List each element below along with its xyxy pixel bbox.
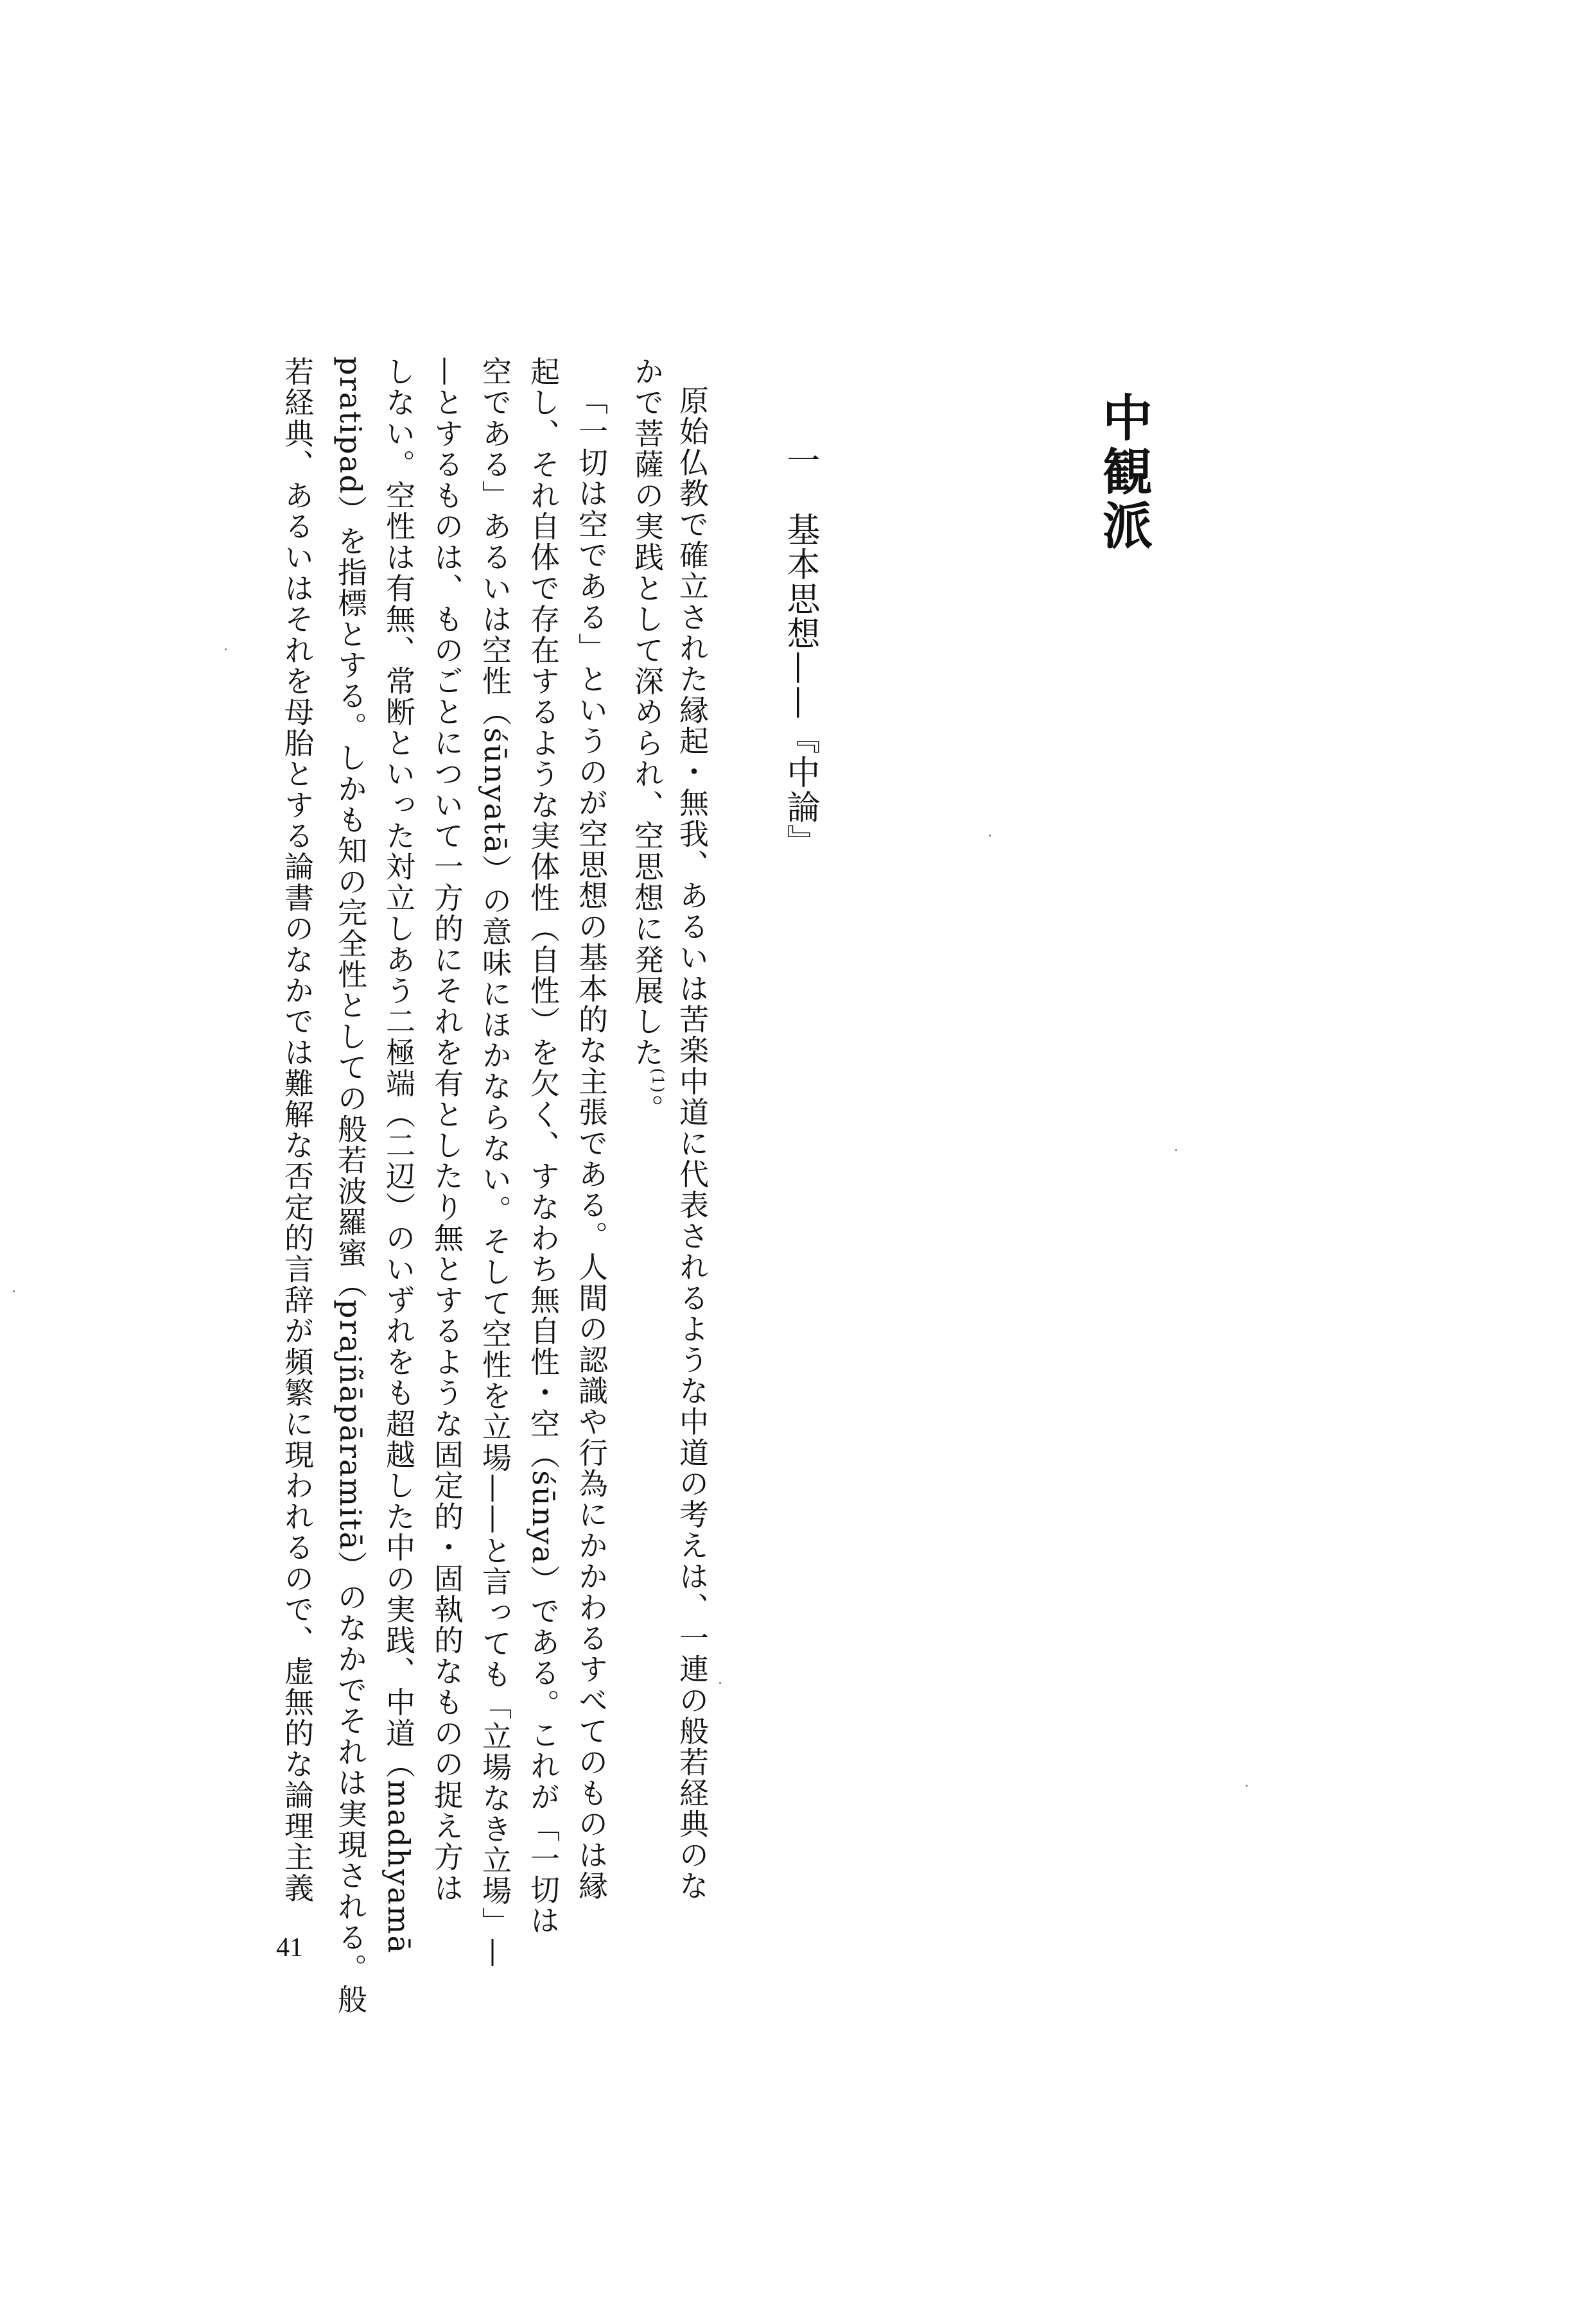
chapter-title: 中観派 xyxy=(1094,392,1153,553)
body-line: しない。空性は有無、常断といった対立しあう二極端（二辺）のいずれをも超越した中の実践、中道（madhyamā xyxy=(381,356,416,1955)
scan-speck xyxy=(225,648,227,650)
body-text: 。 xyxy=(630,1094,665,1125)
body-text: かで菩薩の実践として深められ、空思想に発展した xyxy=(630,356,665,1068)
scan-speck xyxy=(1175,1149,1177,1151)
section-heading: 一 基本思想——『中論』 xyxy=(781,443,819,859)
body-line: pratipad）を指標とする。しかも知の完全性としての般若波羅蜜（prajñāpāramitā）のなかでそれは実現される。般 xyxy=(333,356,368,2015)
body-line: 空である」あるいは空性（śūnyatā）の意味にほかならない。そして空性を立場——と言っても「立場なき立場」— xyxy=(478,356,512,1969)
body-line: 原始仏教で確立された縁起・無我、あるいは苦楽中道に代表されるような中道の考えは、一連の般若経典のな xyxy=(675,385,710,1902)
body-line: 若経典、あるいはそれを母胎とする論書のなかでは難解な否定的言辞が頻繁に現われるので、虚無的な論理主義 xyxy=(280,356,315,1903)
body-line xyxy=(632,356,665,1125)
scan-speck xyxy=(13,1290,15,1292)
body-line: 起し、それ自体で存在するような実体性（自性）を欠く、すなわち無自性・空（śūnya）である。これが「一切は xyxy=(526,356,561,1936)
scan-speck xyxy=(1246,1785,1248,1787)
body-line: —とするものは、ものごとについて一方的にそれを有としたり無とするような固定的・固執的なものの捉え方は xyxy=(430,356,464,1903)
body-line: 「一切は空である」というのが空思想の基本的な主張である。人間の認識や行為にかかわるすべてのものは縁 xyxy=(574,385,609,1902)
footnote-marker: (1) xyxy=(649,1068,667,1095)
page-number: 41 xyxy=(276,1933,303,1963)
scan-speck xyxy=(719,1682,721,1684)
scan-speck xyxy=(989,835,991,837)
